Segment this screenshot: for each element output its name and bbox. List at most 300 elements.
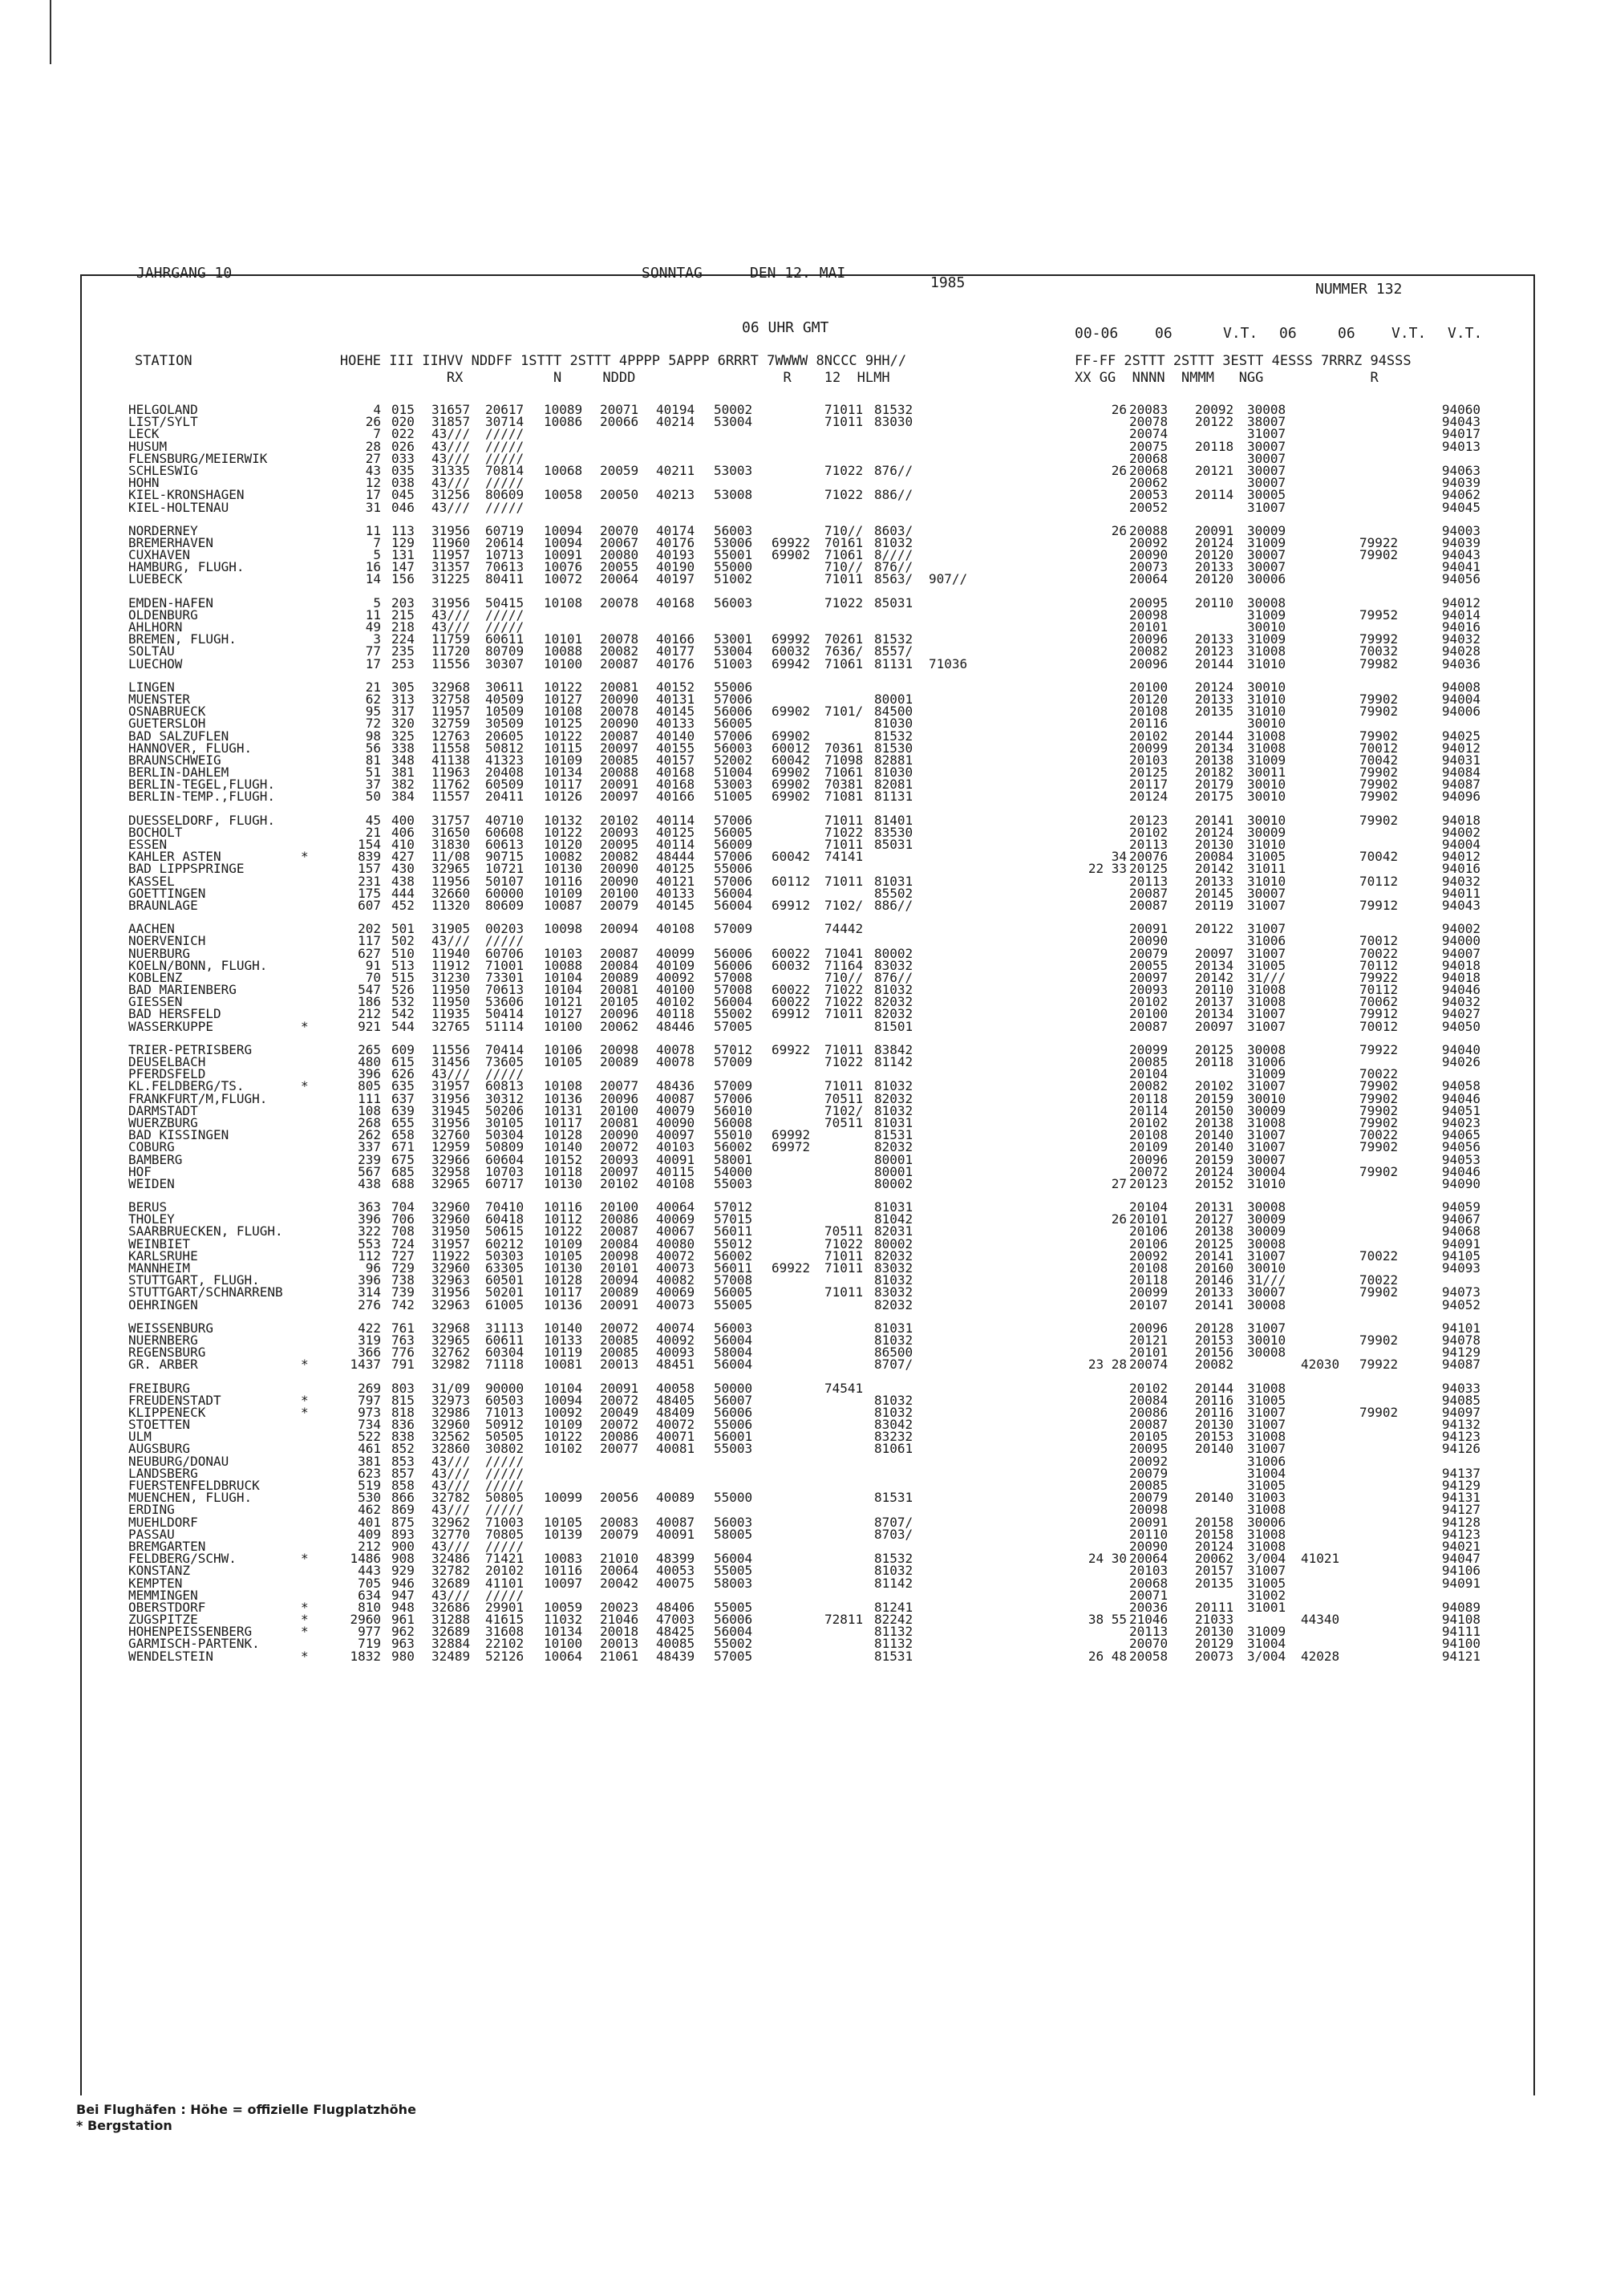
group-3estt: 30010 bbox=[1247, 679, 1286, 695]
group-2sttt: 20078 bbox=[600, 631, 639, 647]
group-94sss: 94002 bbox=[1441, 921, 1480, 937]
group-2sttt: 20094 bbox=[600, 921, 639, 937]
station-name: OLDENBURG bbox=[128, 606, 198, 623]
group-5appp: 56006 bbox=[714, 1612, 753, 1628]
group-3estt: 30007 bbox=[1247, 1284, 1286, 1300]
station-height: 117 bbox=[358, 933, 381, 949]
group-94sss: 94012 bbox=[1441, 740, 1480, 756]
group-5appp: 56006 bbox=[714, 945, 753, 961]
group-1sttt: 10092 bbox=[544, 1404, 583, 1420]
group-3estt: 31007 bbox=[1247, 1078, 1286, 1094]
group-3estt: 31004 bbox=[1247, 1636, 1286, 1652]
group-3estt: 31008 bbox=[1247, 1526, 1286, 1542]
station-name: OEHRINGEN bbox=[128, 1296, 198, 1312]
group-2sttt-max: 20096 bbox=[1129, 655, 1169, 671]
group-ihvv: 11759 bbox=[431, 631, 471, 647]
group-nddff: 20605 bbox=[485, 728, 525, 744]
station-height: 16 bbox=[365, 559, 381, 575]
group-4pppp: 40090 bbox=[656, 1114, 695, 1130]
station-height: 14 bbox=[365, 571, 381, 587]
group-5appp: 56004 bbox=[714, 897, 753, 913]
group-2sttt: 20100 bbox=[600, 1199, 639, 1215]
group-ffff: 26 bbox=[1111, 1211, 1127, 1227]
group-1sttt: 10122 bbox=[544, 728, 583, 744]
station-index: 639 bbox=[391, 1102, 415, 1118]
group-3estt: 30007 bbox=[1247, 450, 1286, 466]
group-2sttt: 20090 bbox=[600, 716, 639, 732]
group-3estt: 30009 bbox=[1247, 1223, 1286, 1239]
group-1sttt: 10140 bbox=[544, 1139, 583, 1155]
group-8nccc: 83530 bbox=[874, 824, 913, 840]
group-nddff: 60503 bbox=[485, 1392, 525, 1408]
group-nddff: 80609 bbox=[485, 487, 525, 503]
table-row bbox=[80, 416, 1532, 428]
group-2sttt-min: 20131 bbox=[1195, 1199, 1234, 1215]
group-2sttt: 20062 bbox=[600, 1018, 639, 1034]
group-7wwww: 70511 bbox=[824, 1090, 864, 1106]
station-name: LUECHOW bbox=[128, 655, 183, 671]
group-2sttt-min: 20157 bbox=[1195, 1563, 1234, 1579]
station-index: 866 bbox=[391, 1490, 415, 1506]
group-2sttt-max: 20107 bbox=[1129, 1296, 1169, 1312]
group-5appp: 56010 bbox=[714, 1102, 753, 1118]
table-row bbox=[80, 849, 1532, 865]
table-row bbox=[80, 1080, 1532, 1092]
group-7wwww: 7102/ bbox=[824, 1102, 864, 1118]
group-ihvv: 31956 bbox=[431, 1090, 471, 1106]
group-5appp: 58004 bbox=[714, 1345, 753, 1361]
group-8nccc: 8563/ bbox=[874, 571, 913, 587]
station-index: 739 bbox=[391, 1284, 415, 1300]
group-4esss: 42030 bbox=[1301, 1357, 1340, 1373]
group-nddff: 60717 bbox=[485, 1175, 525, 1191]
group-2sttt-max: 20108 bbox=[1129, 1260, 1169, 1276]
group-2sttt: 20090 bbox=[600, 1127, 639, 1143]
station-name: KOELN/BONN, FLUGH. bbox=[128, 957, 268, 973]
table-row bbox=[80, 1528, 1532, 1540]
group-nddff: ///// bbox=[485, 1587, 525, 1603]
station-name: STUTTGART, FLUGH. bbox=[128, 1272, 260, 1288]
station-name: WEINBIET bbox=[128, 1235, 191, 1251]
station-index: 706 bbox=[391, 1211, 415, 1227]
group-2sttt-min: 20134 bbox=[1195, 957, 1234, 973]
group-ihvv: 31230 bbox=[431, 969, 471, 985]
group-1sttt: 10076 bbox=[544, 559, 583, 575]
group-4pppp: 40078 bbox=[656, 1054, 695, 1069]
group-2sttt: 20072 bbox=[600, 1320, 639, 1336]
group-ihvv: 11940 bbox=[431, 945, 471, 961]
station-index: 658 bbox=[391, 1127, 415, 1143]
station-height: 396 bbox=[358, 1066, 381, 1082]
station-height: 157 bbox=[358, 861, 381, 877]
station-index: 900 bbox=[391, 1538, 415, 1554]
station-index: 929 bbox=[391, 1563, 415, 1579]
group-5appp: 56003 bbox=[714, 522, 753, 538]
table-row bbox=[80, 1490, 1532, 1506]
group-94sss: 94056 bbox=[1441, 571, 1480, 587]
group-7wwww: 71011 bbox=[824, 571, 864, 587]
group-2sttt: 20023 bbox=[600, 1599, 639, 1615]
group-2sttt-max: 20086 bbox=[1129, 1404, 1169, 1420]
group-3estt: 31003 bbox=[1247, 1490, 1286, 1506]
group-nddff: ///// bbox=[485, 1453, 525, 1469]
group-nddff: 30509 bbox=[485, 716, 525, 732]
group-2sttt-max: 20114 bbox=[1129, 1102, 1169, 1118]
station-height: 634 bbox=[358, 1587, 381, 1603]
group-6rrrt: 69992 bbox=[772, 631, 811, 647]
group-5appp: 56011 bbox=[714, 1260, 753, 1276]
group-2sttt: 20098 bbox=[600, 1041, 639, 1057]
group-3estt: 30008 bbox=[1247, 1041, 1286, 1057]
station-height: 3 bbox=[373, 631, 381, 647]
group-94sss: 94067 bbox=[1441, 1211, 1480, 1227]
group-3estt: 31002 bbox=[1247, 1587, 1286, 1603]
group-5appp: 55006 bbox=[714, 861, 753, 877]
group-2sttt-max: 20062 bbox=[1129, 475, 1169, 491]
group-8nccc: 83030 bbox=[874, 414, 913, 430]
group-5appp: 57008 bbox=[714, 1272, 753, 1288]
group-7wwww: 70261 bbox=[824, 631, 864, 647]
station-index: 908 bbox=[391, 1551, 415, 1567]
group-7rrrz: 79992 bbox=[1359, 631, 1399, 647]
group-5appp: 50000 bbox=[714, 1380, 753, 1396]
group-1sttt: 10116 bbox=[544, 1199, 583, 1215]
group-2sttt: 20067 bbox=[600, 534, 639, 550]
group-nddff: 53606 bbox=[485, 994, 525, 1010]
group-4pppp: 40114 bbox=[656, 837, 695, 852]
group-nddff: 80709 bbox=[485, 643, 525, 659]
group-2sttt: 20081 bbox=[600, 1114, 639, 1130]
group-2sttt: 20100 bbox=[600, 885, 639, 901]
group-3estt: 30007 bbox=[1247, 1151, 1286, 1167]
station-index: 313 bbox=[391, 691, 415, 707]
group-2sttt: 20085 bbox=[600, 752, 639, 768]
group-1sttt: 10105 bbox=[544, 1514, 583, 1530]
table-row bbox=[80, 1225, 1532, 1237]
station-height: 212 bbox=[358, 1538, 381, 1554]
group-94sss: 94031 bbox=[1441, 752, 1480, 768]
group-5appp: 51003 bbox=[714, 655, 753, 671]
group-94sss: 94033 bbox=[1441, 1380, 1480, 1396]
group-5appp: 56011 bbox=[714, 1223, 753, 1239]
group-ihvv: 32660 bbox=[431, 885, 471, 901]
group-1sttt: 10134 bbox=[544, 765, 583, 781]
table-row bbox=[80, 501, 1532, 513]
group-2sttt-max: 20085 bbox=[1129, 1478, 1169, 1493]
group-5appp: 57009 bbox=[714, 1054, 753, 1069]
station-name: STOETTEN bbox=[128, 1417, 191, 1433]
group-nddff: 63305 bbox=[485, 1260, 525, 1276]
group-nddff: 80411 bbox=[485, 571, 525, 587]
group-1sttt: 10125 bbox=[544, 716, 583, 732]
group-2sttt-max: 20123 bbox=[1129, 1175, 1169, 1191]
table-row bbox=[80, 704, 1532, 720]
station-height: 797 bbox=[358, 1392, 381, 1408]
station-height: 21 bbox=[365, 679, 381, 695]
group-2sttt-min: 20179 bbox=[1195, 777, 1234, 793]
group-2sttt-max: 20117 bbox=[1129, 777, 1169, 793]
station-name: KARLSRUHE bbox=[128, 1247, 198, 1264]
group-2sttt-max: 20103 bbox=[1129, 752, 1169, 768]
group-6rrrt: 69942 bbox=[772, 655, 811, 671]
station-height: 21 bbox=[365, 824, 381, 840]
group-2sttt: 20098 bbox=[600, 1247, 639, 1264]
table-row bbox=[80, 814, 1532, 826]
group-2sttt-min: 20111 bbox=[1195, 1599, 1234, 1615]
group-2sttt-min: 20150 bbox=[1195, 1102, 1234, 1118]
group-2sttt: 20090 bbox=[600, 861, 639, 877]
table-row bbox=[80, 1322, 1532, 1334]
group-8nccc: 84500 bbox=[874, 704, 913, 720]
group-94sss: 94046 bbox=[1441, 982, 1480, 998]
table-row bbox=[80, 440, 1532, 452]
group-1sttt: 10117 bbox=[544, 1114, 583, 1130]
group-94sss: 94137 bbox=[1441, 1465, 1480, 1481]
group-2sttt-max: 20091 bbox=[1129, 1514, 1169, 1530]
group-2sttt-max: 20098 bbox=[1129, 606, 1169, 623]
group-3estt: 31008 bbox=[1247, 728, 1286, 744]
station-height: 62 bbox=[365, 691, 381, 707]
group-nddff: 30105 bbox=[485, 1114, 525, 1130]
group-6rrrt: 69902 bbox=[772, 547, 811, 563]
station-index: 020 bbox=[391, 414, 415, 430]
group-2sttt-max: 20055 bbox=[1129, 957, 1169, 973]
station-name: OBERSTDORF bbox=[128, 1599, 206, 1615]
group-3estt: 31007 bbox=[1247, 1018, 1286, 1034]
group-nddff: 71013 bbox=[485, 1404, 525, 1420]
group-ihvv: 43/// bbox=[431, 1502, 471, 1518]
group-3estt: 30007 bbox=[1247, 475, 1286, 491]
group-2sttt-max: 20116 bbox=[1129, 716, 1169, 732]
station-name: GUETERSLOH bbox=[128, 716, 206, 732]
group-4pppp: 40214 bbox=[656, 414, 695, 430]
group-1sttt: 10099 bbox=[544, 1490, 583, 1506]
group-94sss: 94097 bbox=[1441, 1404, 1480, 1420]
group-9hh: 907// bbox=[929, 571, 968, 587]
station-height: 5 bbox=[373, 547, 381, 563]
station-height: 17 bbox=[365, 487, 381, 503]
group-2sttt-min: 20134 bbox=[1195, 740, 1234, 756]
group-ihvv: 11957 bbox=[431, 547, 471, 563]
column-subheaders-left: RX N NDDD R 12 HLMH bbox=[135, 370, 890, 386]
group-1sttt: 10140 bbox=[544, 1320, 583, 1336]
volume-label: JAHRGANG 10 bbox=[136, 265, 233, 282]
table-row bbox=[80, 826, 1532, 838]
group-5appp: 56005 bbox=[714, 1284, 753, 1300]
station-height: 12 bbox=[365, 475, 381, 491]
row-spacer bbox=[80, 1311, 1532, 1322]
group-94sss: 94046 bbox=[1441, 1090, 1480, 1106]
station-height: 623 bbox=[358, 1465, 381, 1481]
group-3estt: 31007 bbox=[1247, 499, 1286, 515]
station-name: NUERNBERG bbox=[128, 1332, 198, 1348]
station-height: 7 bbox=[373, 534, 381, 550]
group-2sttt-min: 20158 bbox=[1195, 1514, 1234, 1530]
table-row bbox=[80, 655, 1532, 671]
group-2sttt: 20087 bbox=[600, 655, 639, 671]
group-2sttt-max: 20097 bbox=[1129, 969, 1169, 985]
group-3estt: 31008 bbox=[1247, 1380, 1286, 1396]
station-height: 7 bbox=[373, 426, 381, 442]
group-nddff: ///// bbox=[485, 933, 525, 949]
group-2sttt-min: 20156 bbox=[1195, 1345, 1234, 1361]
group-1sttt: 10115 bbox=[544, 740, 583, 756]
group-3estt: 31010 bbox=[1247, 837, 1286, 852]
group-4pppp: 40145 bbox=[656, 704, 695, 720]
group-8nccc: 81032 bbox=[874, 1102, 913, 1118]
station-name: MUENCHEN, FLUGH. bbox=[128, 1490, 253, 1506]
station-table bbox=[80, 404, 1532, 1662]
group-3estt: 31007 bbox=[1247, 1563, 1286, 1579]
group-2sttt: 20089 bbox=[600, 1054, 639, 1069]
group-4pppp: 40072 bbox=[656, 1417, 695, 1433]
station-index: 038 bbox=[391, 475, 415, 491]
right-period-1: 06 bbox=[1155, 325, 1173, 342]
group-6rrrt: 60012 bbox=[772, 740, 811, 756]
station-name: HUSUM bbox=[128, 438, 168, 454]
group-7rrrz: 79902 bbox=[1359, 1114, 1399, 1130]
right-period-5: V.T. bbox=[1391, 325, 1427, 342]
group-8nccc: 81501 bbox=[874, 1018, 913, 1034]
group-2sttt: 20091 bbox=[600, 1296, 639, 1312]
group-2sttt-max: 20101 bbox=[1129, 1211, 1169, 1227]
station-height: 1832 bbox=[350, 1648, 381, 1664]
group-ihvv: 11957 bbox=[431, 704, 471, 720]
group-2sttt: 20091 bbox=[600, 1380, 639, 1396]
group-2sttt: 20013 bbox=[600, 1636, 639, 1652]
group-4pppp: 40092 bbox=[656, 1332, 695, 1348]
group-2sttt: 20059 bbox=[600, 462, 639, 478]
group-2sttt: 20087 bbox=[600, 945, 639, 961]
station-index: 444 bbox=[391, 885, 415, 901]
table-row bbox=[80, 489, 1532, 501]
group-nddff: 71001 bbox=[485, 957, 525, 973]
group-3estt: 30008 bbox=[1247, 594, 1286, 611]
group-2sttt-min: 20073 bbox=[1195, 1648, 1234, 1664]
group-4pppp: 40176 bbox=[656, 534, 695, 550]
right-period-3: 06 bbox=[1279, 325, 1297, 342]
group-nddff: 50615 bbox=[485, 1223, 525, 1239]
station-name: HAMBURG, FLUGH. bbox=[128, 559, 245, 575]
group-94sss: 94059 bbox=[1441, 1199, 1480, 1215]
station-index: 218 bbox=[391, 619, 415, 635]
group-nddff: 40710 bbox=[485, 812, 525, 828]
station-name: BAD HERSFELD bbox=[128, 1006, 221, 1022]
station-height: 31 bbox=[365, 499, 381, 515]
group-2sttt: 20077 bbox=[600, 1441, 639, 1457]
group-4pppp: 40058 bbox=[656, 1380, 695, 1396]
group-7wwww: 71081 bbox=[824, 789, 864, 805]
group-94sss: 94043 bbox=[1441, 414, 1480, 430]
group-7wwww: 7101/ bbox=[824, 704, 864, 720]
group-3estt: 3/004 bbox=[1247, 1648, 1286, 1664]
group-ihvv: 31288 bbox=[431, 1612, 471, 1628]
station-height: 269 bbox=[358, 1380, 381, 1396]
station-name: BAD SALZUFLEN bbox=[128, 728, 229, 744]
group-2sttt-max: 20092 bbox=[1129, 1453, 1169, 1469]
group-ihvv: 43/// bbox=[431, 1066, 471, 1082]
group-1sttt: 10094 bbox=[544, 1392, 583, 1408]
group-ihvv: 11950 bbox=[431, 982, 471, 998]
group-3estt: 31008 bbox=[1247, 1538, 1286, 1554]
station-index: 637 bbox=[391, 1090, 415, 1106]
group-ihvv: 32973 bbox=[431, 1392, 471, 1408]
group-3estt: 31008 bbox=[1247, 994, 1286, 1010]
station-height: 50 bbox=[365, 789, 381, 805]
group-ihvv: 31905 bbox=[431, 921, 471, 937]
station-height: 43 bbox=[365, 462, 381, 478]
group-1sttt: 10118 bbox=[544, 1163, 583, 1179]
group-7wwww: 70161 bbox=[824, 534, 864, 550]
group-3estt: 31008 bbox=[1247, 643, 1286, 659]
station-index: 381 bbox=[391, 765, 415, 781]
group-8nccc: 82032 bbox=[874, 1090, 913, 1106]
group-94sss: 94090 bbox=[1441, 1175, 1480, 1191]
group-1sttt: 10120 bbox=[544, 837, 583, 852]
station-height: 839 bbox=[358, 849, 381, 865]
group-8nccc: 80001 bbox=[874, 1151, 913, 1167]
group-3estt: 30008 bbox=[1247, 1296, 1286, 1312]
group-4pppp: 40103 bbox=[656, 1139, 695, 1155]
group-7wwww: 70361 bbox=[824, 740, 864, 756]
group-3estt: 31006 bbox=[1247, 933, 1286, 949]
station-index: 325 bbox=[391, 728, 415, 744]
group-4pppp: 48444 bbox=[656, 849, 695, 865]
group-1sttt: 10139 bbox=[544, 1526, 583, 1542]
table-row bbox=[80, 1286, 1532, 1298]
group-ihvv: 32965 bbox=[431, 1332, 471, 1348]
group-2sttt: 21046 bbox=[600, 1612, 639, 1628]
group-7rrrz: 70022 bbox=[1359, 1272, 1399, 1288]
group-8nccc: 81131 bbox=[874, 789, 913, 805]
table-row bbox=[80, 1175, 1532, 1191]
group-7wwww: 71098 bbox=[824, 752, 864, 768]
group-2sttt-min: 20146 bbox=[1195, 1272, 1234, 1288]
table-row bbox=[80, 1589, 1532, 1601]
group-3estt: 30010 bbox=[1247, 1332, 1286, 1348]
group-5appp: 56009 bbox=[714, 837, 753, 852]
station-height: 366 bbox=[358, 1345, 381, 1361]
station-height: 276 bbox=[358, 1296, 381, 1312]
group-94sss: 94043 bbox=[1441, 547, 1480, 563]
group-7rrrz: 70112 bbox=[1359, 873, 1399, 889]
station-name: ZUGSPITZE bbox=[128, 1612, 198, 1628]
station-height: 462 bbox=[358, 1502, 381, 1518]
group-7wwww: 74541 bbox=[824, 1380, 864, 1396]
group-94sss: 94036 bbox=[1441, 655, 1480, 671]
station-name: KL.FELDBERG/TS. bbox=[128, 1078, 245, 1094]
group-2sttt: 20100 bbox=[600, 1102, 639, 1118]
group-2sttt-max: 20083 bbox=[1129, 402, 1169, 417]
station-height: 409 bbox=[358, 1526, 381, 1542]
group-nddff: 70805 bbox=[485, 1526, 525, 1542]
group-4pppp: 40075 bbox=[656, 1575, 695, 1591]
group-2sttt-max: 20053 bbox=[1129, 487, 1169, 503]
right-period-4: 06 bbox=[1338, 325, 1355, 342]
column-subheaders-right: XX GG NNNN NMMM NGG R bbox=[1075, 370, 1379, 386]
group-1sttt: 10064 bbox=[544, 1648, 583, 1664]
group-ihvv: 31456 bbox=[431, 1054, 471, 1069]
station-height: 401 bbox=[358, 1514, 381, 1530]
group-2sttt-max: 20101 bbox=[1129, 1345, 1169, 1361]
table-row bbox=[80, 1262, 1532, 1274]
group-ihvv: 32486 bbox=[431, 1551, 471, 1567]
group-3estt: 31009 bbox=[1247, 1624, 1286, 1640]
group-1sttt: 10081 bbox=[544, 1357, 583, 1373]
station-name: FREUDENSTADT bbox=[128, 1392, 221, 1408]
group-7wwww: 7636/ bbox=[824, 643, 864, 659]
group-ihvv: 11558 bbox=[431, 740, 471, 756]
